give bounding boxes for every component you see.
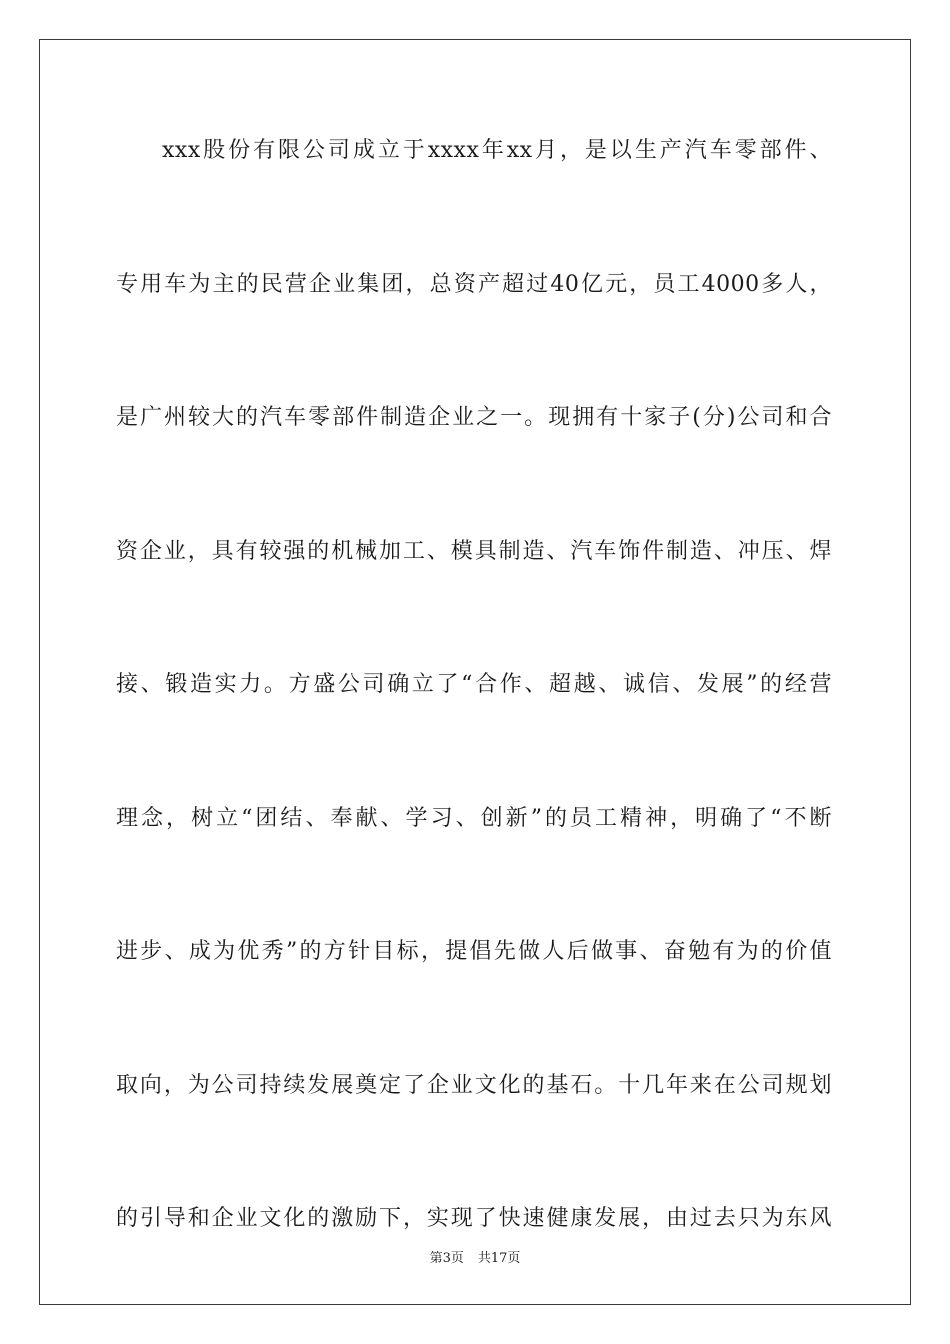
text-line-content: 取向，为公司持续发展奠定了企业文化的基石。十几年来在公司规划	[116, 1072, 832, 1098]
text-line-content: 接、锻造实力。方盛公司确立了“合作、超越、诚信、发展”的经营	[116, 672, 832, 697]
page-number: 第3页	[429, 1251, 464, 1266]
text-line-content: 理念，树立“团结、奉献、学习、创新”的员工精神，明确了“不断	[116, 805, 832, 831]
text-line	[116, 792, 832, 846]
total-pages: 共17页	[477, 1251, 521, 1266]
text-line-content: 资企业，具有较强的机械加工、模具制造、汽车饰件制造、冲压、焊	[116, 538, 832, 564]
text-line-content: 是广州较大的汽车零部件制造企业之一。现拥有十家子(分)公司和合	[116, 405, 832, 430]
text-line-content: xxx股份有限公司成立于xxxx年xx月，是以生产汽车零部件、	[162, 138, 832, 163]
text-line	[116, 925, 832, 979]
text-line	[116, 258, 832, 312]
text-line	[116, 658, 832, 712]
text-line-content: 进步、成为优秀”的方针目标，提倡先做人后做事、奋勉有为的价值	[116, 939, 832, 964]
text-line	[116, 1059, 832, 1113]
text-line	[116, 525, 832, 579]
document-body	[116, 124, 832, 1326]
text-line	[116, 1192, 832, 1246]
text-line	[116, 124, 832, 178]
text-line	[116, 391, 832, 445]
page-footer	[0, 1247, 950, 1266]
text-line-content: 的引导和企业文化的激励下，实现了快速健康发展，由过去只为东风	[116, 1206, 832, 1231]
text-line-content: 专用车为主的民营企业集团，总资产超过40亿元，员工4000多人，	[116, 271, 832, 297]
